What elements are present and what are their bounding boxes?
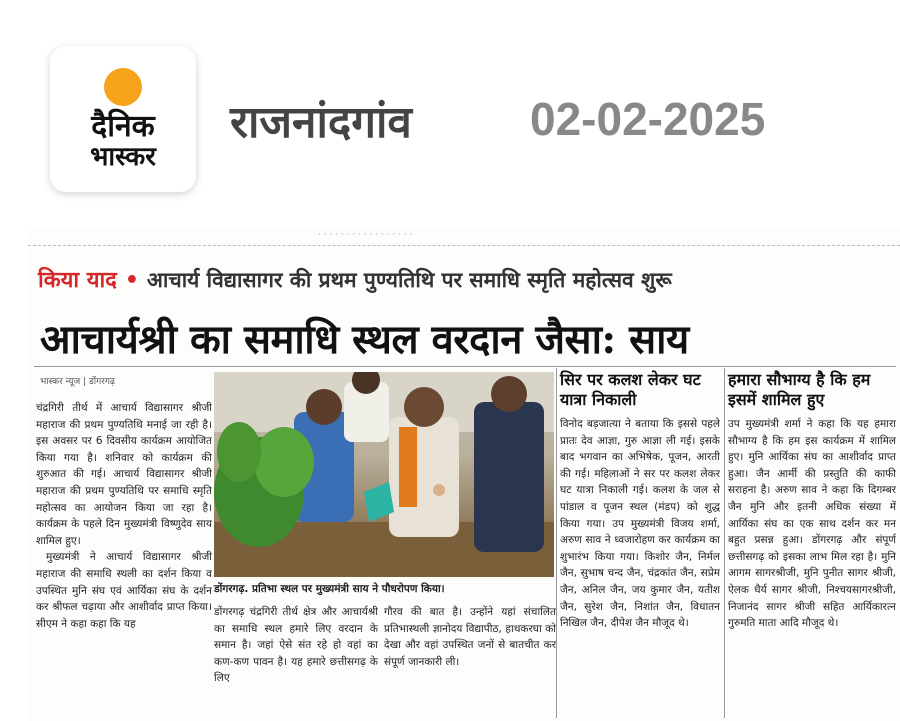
divider — [34, 366, 896, 367]
news-photo — [214, 372, 554, 577]
edition-date: 02-02-2025 — [530, 93, 766, 145]
dainik-bhaskar-logo — [50, 46, 196, 192]
column-divider — [724, 368, 725, 718]
subheading: हमारा सौभाग्य है कि हम इसमें शामिल हुए — [728, 370, 871, 409]
logo-text-line2: भास्कर — [90, 142, 156, 172]
kicker-text: आचार्य विद्यासागर की प्रथम पुण्यतिथि पर समाधि स्मृति महोत्सव शुरू — [146, 268, 672, 292]
kicker — [38, 264, 672, 294]
paragraph: मुख्यमंत्री ने आचार्य विद्यासागर श्रीजी महाराज की समाधि स्थली का दर्शन किया व उपस्थित मुनि संघ एवं आर्यिका संघ के दर्शन कर श्रीफल चढ़ाया और आशीर्वाद प्राप्त किया। सीएम ने कहा कहा कि यह — [36, 551, 212, 630]
kicker-bullet-icon: • — [124, 268, 139, 293]
article-column-1 — [36, 400, 212, 720]
paragraph: चंद्रगिरी तीर्थ में आचार्य विद्यासागर श्रीजी महाराज की प्रथम पुण्यतिथि मनाई जा रही है। इस अवसर पर 6 दिवसीय कार्यक्रम आयोजित किया गया है। शनिवार को कार्यक्रम की शुरुआत की गई। आचार्य विद्यासागर श्रीजी महाराज की प्रथम पुण्यतिथि पर समाधि स्मृति महोत्सव का आयोजन किया जा रहा है। कार्यक्रम के पहले दिन मुख्यमंत्री विष्णुदेव साय शामिल हुए। — [36, 402, 212, 547]
subheading: सिर पर कलश लेकर घट यात्रा निकाली — [560, 370, 701, 409]
logo-sun-icon — [104, 68, 142, 106]
strip-text: · · · · · · · · · · · · · · · · · — [318, 230, 413, 240]
clipping-top-strip — [28, 228, 900, 246]
kicker-label: किया याद — [38, 268, 117, 293]
article-column-4: विनोद बड़जात्या ने बताया कि इससे पहले प्रातः देव आज्ञा, गुरु आज्ञा ली गई। इसके बाद भगवान का अभिषेक, पूजन, आरती की गई। महिलाओं ने सर पर कलश लेकर घट यात्रा निकाली गई। कलश के जल से पांडाल व पूजन स्थल (मंडप) को शुद्ध किया गया। उप मुख्यमंत्री विजय शर्मा, अरुण साव ने ध्वजारोहण कर कार्यक्रम का शुभारंभ किया गया। किशोर जैन, निर्मल जैन, सुभाष चन्द जैन, चंद्रकांत जैन, सप्रेम जैन, अनिल जैन, जय कुमार जैन, यतीश जैन, सुरेश जैन, निशांत जैन, विधातन निखिल जैन, दीपेश जैन मौजूद थे। — [560, 418, 720, 630]
column-divider — [556, 368, 557, 718]
edition-city: राजनांदगांव — [230, 97, 412, 148]
logo-text-line1: दैनिक — [91, 109, 155, 144]
photo-caption: डोंगरगढ़. प्रतिभा स्थल पर मुख्यमंत्री साय ने पौधरोपण किया। — [214, 583, 445, 595]
dateline: भास्कर न्यूज | डोंगरगढ़ — [40, 377, 115, 387]
article-column-5: उप मुख्यमंत्री शर्मा ने कहा कि यह हमारा सौभाग्य है कि हम इस कार्यक्रम में शामिल हुए। मुनि आर्यिका संघ का आशीर्वाद प्राप्त हुआ। जैन आर्मी की प्रस्तुति की काफी सराहना है। अरुण साव ने कहा कि दिगम्बर जैन मुनि और इतनी अधिक संख्या में आर्यिका संघ का एक साथ दर्शन कर मन बहुत प्रसन्न हुआ। डोंगरगढ़ और संपूर्ण छत्तीसगढ़ को इसका लाभ मिल रहा है। मुनि आगम सागरश्रीजी, मुनि पुनीत सागर श्रीजी, ऐलक धैर्य सागर श्रीजी, निश्चयसागरश्रीजी, निजानंद सागर श्रीजी सहित आर्यिकारत्न गुरुमति माता आदि मौजूद थे। — [728, 418, 896, 630]
news-clipping — [28, 228, 900, 721]
article-column-2: डोंगरगढ़ चंद्रगिरी तीर्थ क्षेत्र और आचार्यश्री का समाधि स्थल हमारे लिए वरदान के समान है। जहां ऐसे संत रहे हो वहां का कण-कण पावन है। यह हमारे छत्तीसगढ़ के लिए — [214, 606, 378, 685]
photo-illustration — [214, 372, 554, 577]
article-column-3: गौरव की बात है। उन्होंने यहां संचालित प्रतिभास्थली ज्ञानोदय विद्यापीठ, हाथकरघा को देखा और वहां उपस्थित जनों से बातचीत कर संपूर्ण जानकारी ली। — [384, 606, 556, 668]
article-headline: आचार्यश्री का समाधि स्थल वरदान जैसा: साय — [40, 316, 689, 363]
